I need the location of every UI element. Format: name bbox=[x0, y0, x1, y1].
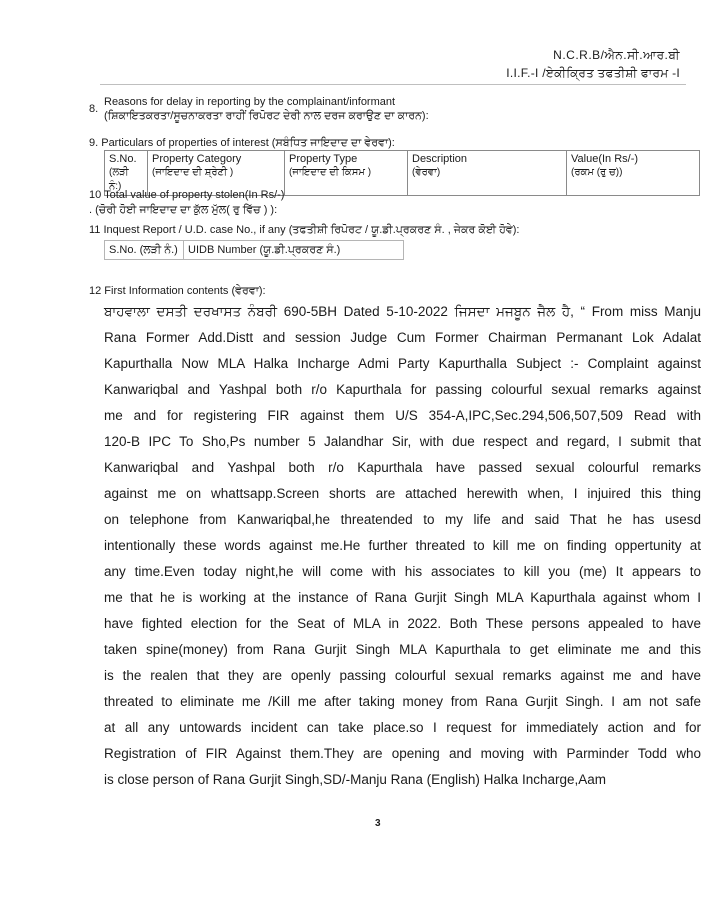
fir-line: 120-B IPC To Sho,Ps number 5 Jalandhar Sir, with due respect and regard, I submit that bbox=[104, 434, 701, 449]
section-8-number: 8. bbox=[89, 103, 99, 115]
fir-line: any time.Even today night,he will come with his associates to kill you (me) It appears to bbox=[104, 564, 701, 579]
fir-line: Kanwariqbal and Yashpal both r/o Kapurthala for passing colourful sexual remarks against bbox=[104, 382, 701, 397]
fir-line: is close person of Rana Gurjit Singh,SD/-Manju Rana (English) Halka Incharge,Aam bbox=[104, 772, 606, 787]
fir-line: ਬਾਹਵਾਲਾ ਦਸਤੀ ਦਰਖਾਸਤ ਨੰਬਰੀ 690-5BH Dated 5-10-2022 ਜਿਸਦਾ ਮਜਬੂਨ ਜੈਲ ਹੈ, “ From miss Manju bbox=[104, 304, 701, 319]
fir-line: threated to eliminate me /Kill me after taking money from Rana Gurjit Singh. I am not safe bbox=[104, 694, 701, 709]
fir-line: Registration of FIR Against them.They are opening and moving with Parminder Todd who bbox=[104, 746, 701, 761]
header-divider bbox=[100, 84, 686, 85]
section-10-title: 10 Total value of property stolen(In Rs/-) bbox=[89, 189, 285, 201]
fir-line: me and for registering FIR against them U/S 354-A,IPC,Sec.294,506,507,509 Read with bbox=[104, 408, 701, 423]
fir-line: on telephone from Kanwariqbal,he threatended to my life and said That he has usesd bbox=[104, 512, 701, 527]
fir-line: at all any untowards incident can take place.so I request for immediately action and for bbox=[104, 720, 701, 735]
section-12-title: 12 First Information contents (ਵੇਰਵਾ): bbox=[89, 285, 266, 297]
section-9-title: 9. Particulars of properties of interest (ਸਬੰਧਿਤ ਜਾਇਦਾਦ ਦਾ ਵੇਰਵਾ): bbox=[89, 137, 395, 149]
section-10-subtitle: . (ਚੋਰੀ ਹੋਈ ਜਾਇਦਾਦ ਦਾ ਕੁੱਲ ਮੁੱਲ( ਰੁ ਵਿੱਚ ) ): bbox=[89, 204, 278, 216]
fir-line: Kanwariqbal and Yashpal both r/o Kapurthala have passed sexual colourful remarks bbox=[104, 460, 701, 475]
fir-contents bbox=[104, 299, 701, 793]
form-code-header: N.C.R.B/ਐਨ.ਸੀ.ਆਰ.ਬੀ bbox=[553, 48, 680, 62]
col-property-category-sub: (ਜਾਇਦਾਦ ਦੀ ਸ਼੍ਰੇਣੀ ) bbox=[152, 167, 234, 178]
col-value-sub: (ਰਕਮ (ਰੁ ਚ)) bbox=[571, 167, 623, 178]
fir-line: me that he is working at the instance of Rana Gurjit Singh MLA Kapurthala against whom I bbox=[104, 590, 701, 605]
col-property-category-label: Property Category bbox=[152, 153, 242, 165]
col-property-type-sub: (ਜਾਇਦਾਦ ਦੀ ਕਿਸਮ ) bbox=[289, 167, 372, 178]
fir-line: Rana Former Add.Distt and session Judge Cum Former Chairman Permanant Lok Adalat bbox=[104, 330, 701, 345]
fir-line: have fighted election for the Seat of MLA in 2022. Both These persons appealed to have bbox=[104, 616, 701, 631]
section-11-title: 11 Inquest Report / U.D. case No., if any (ਤਫਤੀਸ਼ੀ ਰਿਪੋਰਟ / ਯੂ.ਡੀ.ਪ੍ਰਕਰਣ ਸੰ. , ਜੇਕਰ ਕੋਈ ਹੋਵੇ): bbox=[89, 224, 520, 236]
inquest-table bbox=[104, 240, 404, 260]
page-number: 3 bbox=[375, 818, 381, 829]
inquest-col-uidb: UIDB Number (ਯੂ.ਡੀ.ਪ੍ਰਕਰਣ ਸੰ.) bbox=[184, 241, 404, 260]
col-sno-sub: (ਲੜੀ ਨੰ:) bbox=[109, 167, 129, 192]
fir-line: is the realen that they are openly passing colourful sexual remarks against me and have bbox=[104, 668, 701, 683]
col-value bbox=[567, 151, 700, 196]
inquest-header-row bbox=[105, 241, 404, 260]
col-description-sub: (ਵੇਰਵਾ) bbox=[412, 167, 441, 178]
col-description-label: Description bbox=[412, 153, 468, 165]
fir-line: intentionally these words against me.He further threated to kill me on finding oppertunity at bbox=[104, 538, 701, 553]
col-sno-label: S.No. bbox=[109, 153, 137, 165]
fir-line: Kapurthalla Now MLA Halka Incharge Admi Party Kapurthalla Subject :- Complaint against bbox=[104, 356, 701, 371]
inquest-col-sno: S.No. (ਲੜੀ ਨੰ.) bbox=[105, 241, 184, 260]
col-description bbox=[408, 151, 567, 196]
col-value-label: Value(In Rs/-) bbox=[571, 153, 639, 165]
col-property-type bbox=[285, 151, 408, 196]
section-8-subtitle: (ਸ਼ਿਕਾਇਤਕਰਤਾ/ਸੂਚਨਾਕਰਤਾ ਰਾਹੀਂ ਰਿਪੋਰਟ ਦੇਰੀ ਨਾਲ ਦਰਜ ਕਰਾਉਣ ਦਾ ਕਾਰਨ): bbox=[104, 110, 429, 122]
section-8-title: Reasons for delay in reporting by the complainant/informant bbox=[104, 96, 396, 108]
fir-line: against me on whattsapp.Screen shorts are attached herewith when, I injuired this thing bbox=[104, 486, 701, 501]
fir-line: taken spine(money) from Rana Gurjit Singh MLA Kapurthala to get eliminate me and this bbox=[104, 642, 701, 657]
col-property-type-label: Property Type bbox=[289, 153, 358, 165]
form-title-header: I.I.F.-I /ਏਕੀਕ੍ਰਿਤ ਤਫਤੀਸ਼ੀ ਫਾਰਮ -I bbox=[506, 66, 680, 80]
